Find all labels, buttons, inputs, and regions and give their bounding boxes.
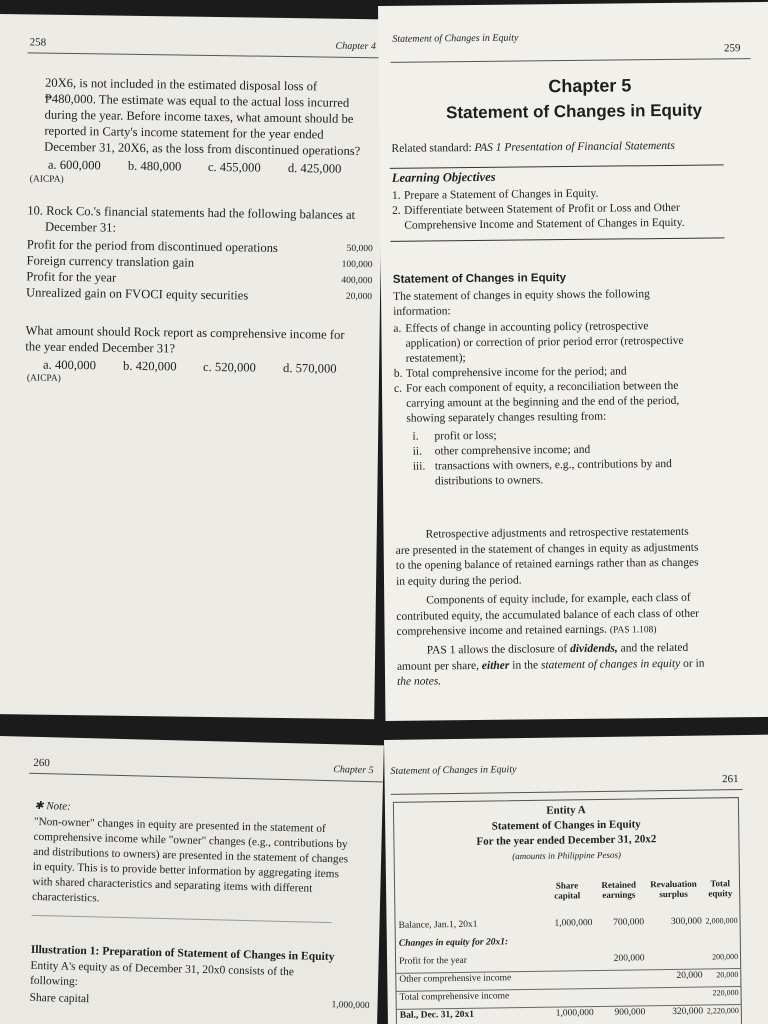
cell: 220,000 bbox=[712, 988, 739, 998]
question-9-source: (AICPA) bbox=[29, 174, 64, 185]
row-label: Total comprehensive income bbox=[399, 991, 510, 1003]
objective-text: Differentiate between Statement of Profit or Loss and Other bbox=[404, 201, 680, 217]
cell bbox=[595, 971, 647, 982]
table-row bbox=[396, 952, 740, 967]
text-line: during the year. Before income taxes, what amount should be bbox=[44, 107, 354, 126]
sub-item-marker: ii. bbox=[412, 445, 422, 458]
table-header-row bbox=[395, 878, 739, 903]
question-10-choices bbox=[43, 357, 363, 377]
balance-label: Profit for the period from discontinued operations bbox=[26, 237, 278, 255]
text-line: comprehensive income while "owner" changes (e.g., contributions by bbox=[33, 830, 348, 851]
note-text bbox=[32, 815, 376, 913]
table-title: Statement of Changes in Equity bbox=[491, 818, 641, 833]
column-header-total-equity bbox=[703, 878, 739, 898]
text-line: Entity A's equity as of December 31, 20x0 consists of the bbox=[30, 959, 295, 979]
balance-label: Profit for the year bbox=[26, 269, 117, 285]
item-text: For each component of equity, a reconciliation between the bbox=[405, 379, 679, 395]
text-span: and the related bbox=[620, 641, 689, 655]
item-marker: b. bbox=[393, 367, 403, 380]
text-line: in equity during the period. bbox=[395, 574, 522, 588]
header-rule bbox=[391, 789, 743, 795]
item-marker: c. bbox=[393, 382, 403, 395]
text-line: following: bbox=[29, 974, 79, 988]
text-line: to the opening balance of retained earnings rather than as changes bbox=[395, 556, 699, 572]
sub-item-marker: iii. bbox=[412, 460, 426, 473]
cell: 700,000 bbox=[613, 917, 645, 928]
cell: 900,000 bbox=[614, 1007, 646, 1018]
choice-c: c. 520,000 bbox=[202, 359, 257, 375]
cell bbox=[647, 989, 705, 1000]
header-line: Share bbox=[555, 880, 579, 891]
item-marker bbox=[394, 352, 406, 367]
note-label bbox=[34, 799, 71, 813]
text-line: Components of equity include, for example, each class of bbox=[426, 591, 691, 607]
choice-b: b. 480,000 bbox=[127, 158, 182, 174]
objective-text: Prepare a Statement of Changes in Equity. bbox=[403, 187, 599, 202]
sub-item-text: other comprehensive income; and bbox=[434, 443, 591, 458]
section-heading: Statement of Changes in Equity bbox=[392, 272, 567, 286]
text-line: information: bbox=[393, 305, 451, 318]
text-span: PAS 1 allows the disclosure of bbox=[426, 643, 568, 657]
cell: 200,000 bbox=[712, 952, 739, 962]
header-line: earnings bbox=[602, 889, 636, 900]
page-number: 259 bbox=[723, 42, 741, 55]
row-label: Bal., Dec. 31, 20x1 bbox=[399, 1009, 475, 1021]
page-number: 261 bbox=[721, 773, 739, 786]
share-capital-value: 1,000,000 bbox=[331, 1000, 370, 1012]
cell: 20,000 bbox=[716, 970, 739, 980]
text-line: in equity. This is to provide better information by aggregating items bbox=[32, 860, 340, 881]
paragraph-retrospective bbox=[395, 524, 746, 590]
text-line: with shared characteristics and separating items with different bbox=[32, 875, 313, 895]
section-intro bbox=[393, 286, 733, 320]
column-header-share-capital bbox=[542, 880, 594, 901]
text-line: characteristics. bbox=[31, 890, 100, 905]
objective-text: Comprehensive Income and Statement of Changes in Equity. bbox=[404, 216, 685, 232]
balance-value: 50,000 bbox=[346, 243, 373, 255]
sub-item-marker bbox=[413, 474, 435, 489]
text-line: and distributions to owners) are presented in the statement of changes bbox=[33, 845, 349, 866]
text-line: Retrospective adjustments and retrospective restatements bbox=[425, 525, 689, 541]
paragraph-components bbox=[396, 590, 746, 641]
cell: 20,000 bbox=[676, 970, 703, 981]
header-line: equity bbox=[708, 888, 733, 899]
text-span-italic: statement of changes in equity bbox=[540, 657, 681, 671]
header-rule bbox=[391, 58, 751, 63]
changes-in-equity-table bbox=[393, 797, 742, 1024]
text-line: The statement of changes in equity shows the following bbox=[392, 288, 650, 303]
note-rule bbox=[32, 915, 332, 923]
table-period: For the year ended December 31, 20x2 bbox=[476, 833, 657, 848]
choice-d: d. 425,000 bbox=[287, 161, 342, 176]
sub-item bbox=[413, 471, 743, 489]
header-rule bbox=[29, 773, 383, 783]
item-marker: a. bbox=[393, 322, 402, 335]
question-10-intro-date: December 31: bbox=[44, 219, 117, 235]
balance-value: 100,000 bbox=[341, 259, 373, 271]
item-text: restatement); bbox=[405, 352, 466, 365]
header-line: Revaluation bbox=[650, 878, 697, 890]
question-10-intro: 10. Rock Co.'s financial statements had the following balances at bbox=[27, 203, 356, 222]
cell bbox=[543, 954, 595, 965]
sub-list bbox=[412, 426, 743, 489]
item-text: application) or correction of prior period error (retrospective bbox=[405, 334, 684, 350]
chapter-label: Chapter 5 bbox=[548, 75, 632, 97]
chapter-title: Statement of Changes in Equity bbox=[446, 100, 703, 123]
learning-objectives-box bbox=[390, 164, 725, 241]
text-span-italic: the notes. bbox=[397, 675, 442, 688]
cell bbox=[543, 972, 595, 983]
item-marker bbox=[393, 337, 405, 352]
cell: 1,000,000 bbox=[555, 1008, 594, 1019]
question-9-text bbox=[44, 75, 375, 160]
text-span: in the bbox=[512, 658, 539, 672]
table-currency: (amounts in Philippine Pesos) bbox=[512, 849, 622, 862]
text-line: reported in Carty's income statement for the year ended bbox=[44, 123, 324, 142]
cell bbox=[595, 989, 647, 1000]
row-label: Changes in equity for 20x1: bbox=[398, 937, 509, 949]
objective-marker bbox=[392, 219, 404, 234]
note-label-text: Note: bbox=[46, 800, 71, 813]
item-marker bbox=[394, 412, 406, 427]
balance-value: 20,000 bbox=[345, 291, 373, 303]
cell: 2,000,000 bbox=[705, 916, 738, 926]
objective-marker: 2. bbox=[392, 204, 401, 217]
page-number: 258 bbox=[29, 36, 47, 49]
emphasis-dividends: dividends, bbox=[570, 642, 618, 656]
text-line: What amount should Rock report as comprehensive income for bbox=[25, 323, 345, 342]
page-261 bbox=[384, 735, 768, 1024]
header-line: capital bbox=[554, 890, 581, 901]
cell: 2,220,000 bbox=[706, 1006, 739, 1016]
running-head: Chapter 4 bbox=[335, 40, 376, 53]
question-10-question bbox=[25, 322, 375, 359]
objectives-heading: Learning Objectives bbox=[391, 169, 496, 185]
item-text: carrying amount at the beginning and the end of the period, bbox=[406, 394, 680, 410]
text-line: "Non-owner" changes in equity are presented in the statement of bbox=[33, 815, 326, 835]
information-list bbox=[393, 318, 744, 427]
text-line: comprehensive income and retained earnings. bbox=[396, 623, 608, 638]
text-span: amount per share, bbox=[396, 659, 480, 673]
cell: 320,000 bbox=[672, 1006, 704, 1018]
text-line: the year ended December 31? bbox=[25, 339, 176, 356]
illustration-title: Illustration 1: Preparation of Statement of Changes in Equity bbox=[30, 942, 335, 964]
column-header-revaluation-surplus bbox=[646, 879, 704, 900]
objectives-list bbox=[392, 185, 722, 233]
row-label: Balance, Jan.1, 20x1 bbox=[398, 919, 478, 931]
running-head: Chapter 5 bbox=[333, 764, 374, 777]
table-row bbox=[396, 916, 740, 931]
balance-label: Unrealized gain on FVOCI equity securities bbox=[26, 285, 249, 303]
text-line: December 31, 20X6, as the loss from discontinued operations? bbox=[44, 139, 361, 159]
header-line: surplus bbox=[659, 888, 688, 900]
objective-item bbox=[392, 215, 722, 233]
row-label: Other comprehensive income bbox=[399, 973, 512, 985]
reference-citation: (PAS 1.108) bbox=[609, 625, 657, 636]
related-standard-text: PAS 1 Presentation of Financial Statements bbox=[474, 139, 675, 154]
item-text: Effects of change in accounting policy (retrospective bbox=[405, 320, 649, 335]
table-entity: Entity A bbox=[546, 804, 586, 817]
header-spacer bbox=[395, 881, 542, 903]
text-line: contributed equity, the accumulated balance of each class of other bbox=[396, 607, 700, 623]
header-rule bbox=[27, 52, 383, 58]
choice-a: a. 400,000 bbox=[43, 357, 97, 373]
related-standard-prefix: Related standard: bbox=[391, 142, 472, 155]
header-line: Retained bbox=[601, 879, 637, 890]
text-span: or in bbox=[683, 657, 705, 670]
text-line: ₱480,000. The estimate was equal to the actual loss incurred bbox=[44, 91, 350, 110]
emphasis-either: either bbox=[481, 659, 510, 672]
balance-value: 400,000 bbox=[341, 275, 373, 287]
information-item bbox=[394, 408, 744, 427]
balance-label: Foreign currency translation gain bbox=[26, 253, 195, 270]
page-259 bbox=[378, 2, 768, 721]
question-10-source: (AICPA) bbox=[26, 373, 61, 384]
column-header-retained-earnings bbox=[594, 879, 646, 900]
sub-item-text: profit or loss; bbox=[434, 429, 497, 443]
question-9-choices bbox=[48, 157, 368, 177]
item-text: showing separately changes resulting from: bbox=[406, 410, 607, 425]
running-head: Statement of Changes in Equity bbox=[392, 32, 519, 45]
choice-b: b. 420,000 bbox=[123, 358, 177, 374]
choice-c: c. 455,000 bbox=[207, 159, 261, 175]
note-bullet-icon: ✱ bbox=[34, 799, 47, 813]
header-line: Total bbox=[710, 878, 731, 889]
sub-item-text: transactions with owners, e.g., contributions by and bbox=[434, 457, 672, 473]
text-line: are presented in the statement of changes in equity as adjustments bbox=[395, 541, 699, 557]
objective-marker: 1. bbox=[391, 189, 401, 202]
cell: 300,000 bbox=[670, 916, 702, 928]
cell: 200,000 bbox=[613, 953, 645, 964]
sub-item-marker: i. bbox=[412, 430, 419, 443]
related-standard bbox=[391, 138, 751, 157]
choice-a: a. 600,000 bbox=[47, 157, 101, 173]
choice-d: d. 570,000 bbox=[282, 360, 337, 376]
page-number: 260 bbox=[33, 756, 50, 770]
cell bbox=[544, 990, 596, 1001]
cell bbox=[647, 953, 705, 964]
paragraph-dividends bbox=[397, 640, 747, 690]
item-marker bbox=[394, 397, 406, 412]
cell: 1,000,000 bbox=[554, 918, 593, 929]
balance-row bbox=[26, 284, 372, 305]
table-row bbox=[396, 934, 740, 949]
sub-item-text: distributions to owners. bbox=[434, 474, 544, 488]
page-258 bbox=[0, 14, 384, 719]
running-head: Statement of Changes in Equity bbox=[390, 764, 517, 777]
page-260 bbox=[0, 736, 384, 1024]
question-10-balances bbox=[26, 236, 373, 305]
text-line: 20X6, is not included in the estimated disposal loss of bbox=[44, 75, 318, 94]
item-text: Total comprehensive income for the period; and bbox=[405, 365, 627, 380]
share-capital-label: Share capital bbox=[29, 991, 90, 1006]
row-label: Profit for the year bbox=[399, 955, 467, 967]
